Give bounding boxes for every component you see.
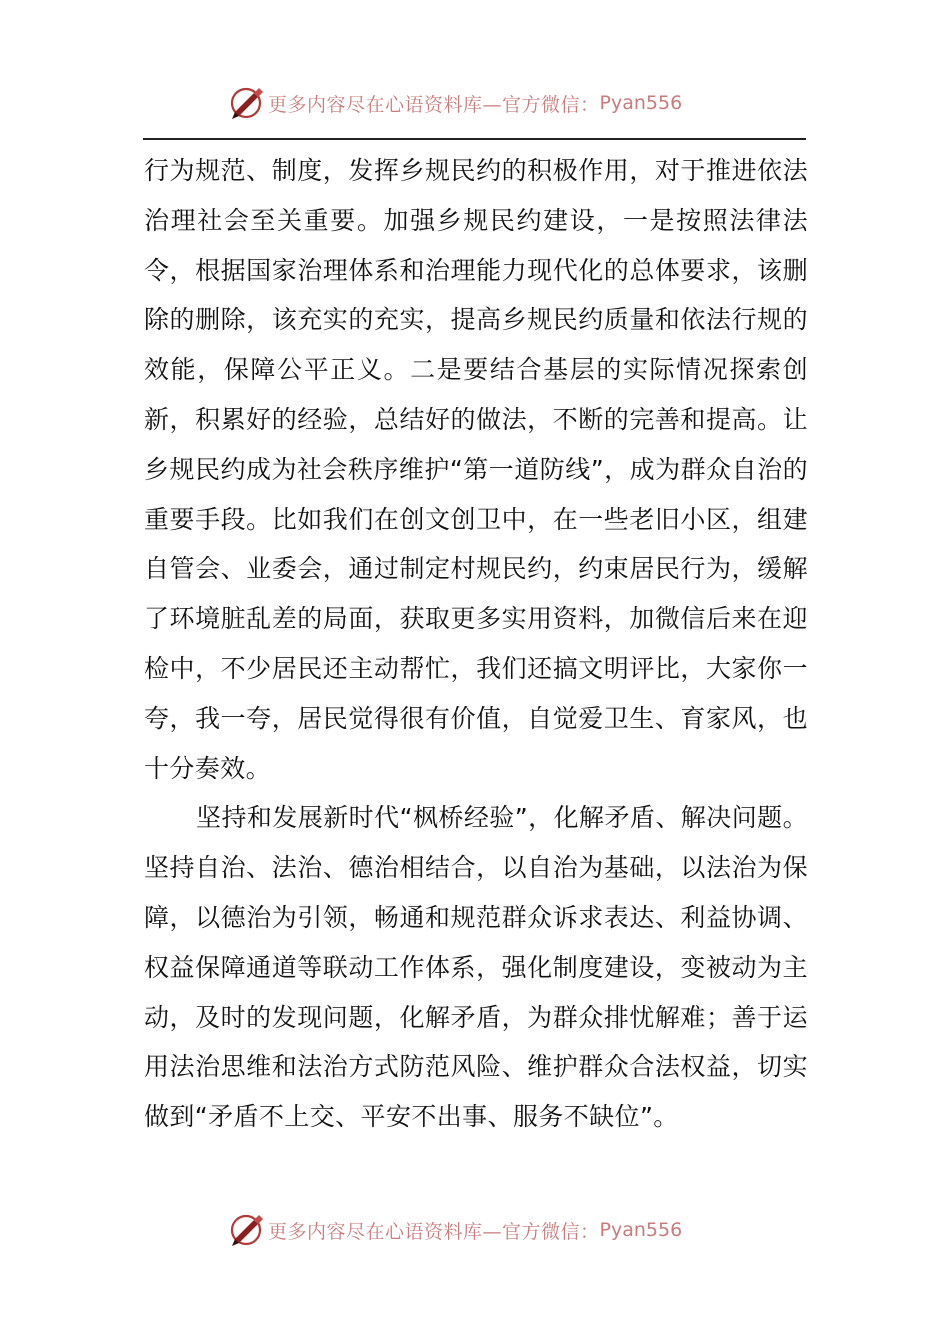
- paragraph-1: 行为规范、制度，发挥乡规民约的积极作用，对于推进依法治理社会至关重要。加强乡规民约建设，一是按照法律法令，根据国家治理体系和治理能力现代化的总体要求，该删除的删除，该充实的充实，提高乡规民约质量和依法行规的效能，保障公平正义。二是要结合基层的实际情况探索创新，积累好的经验，总结好的做法，不断的完善和提高。让乡规民约成为社会秩序维护“第一道防线”，成为群众自治的重要手段。比如我们在创文创卫中，在一些老旧小区，组建自管会、业委会，通过制定村规民约，约束居民行为，缓解了环境脏乱差的局面，获取更多实用资料，加微信后来在迎检中，不少居民还主动帮忙，我们还搞文明评比，大家你一夸，我一夸，居民觉得很有价值，自觉爱卫生、育家风，也十分奏效。: [144, 156, 808, 783]
- paragraph-2: 坚持和发展新时代“枫桥经验”，化解矛盾、解决问题。坚持自治、法治、德治相结合，以自治为基础，以法治为保障，以德治为引领，畅通和规范群众诉求表达、利益协调、权益保障通道等联动工作体系，强化制度建设，变被动为主动，及时的发现问题，化解矛盾，为群众排忧解难；善于运用法治思维和法治方式防范风险、维护群众合法权益，切实做到“矛盾不上交、平安不出事、服务不缺位”。: [144, 803, 808, 1132]
- header-wechat-id: Pyan556: [599, 92, 683, 114]
- document-body: [144, 146, 808, 1142]
- footer-watermark: [0, 1210, 950, 1250]
- header-brand-text: 更多内容尽在心语资料库—官方微信：: [268, 93, 600, 116]
- pen-logo-icon: [228, 85, 264, 121]
- footer-wechat-id: Pyan556: [599, 1219, 683, 1241]
- footer-brand-text: 更多内容尽在心语资料库—官方微信：: [268, 1220, 600, 1243]
- header-divider: [143, 138, 806, 140]
- pen-logo-icon: [228, 1212, 264, 1248]
- header-watermark: [0, 83, 950, 123]
